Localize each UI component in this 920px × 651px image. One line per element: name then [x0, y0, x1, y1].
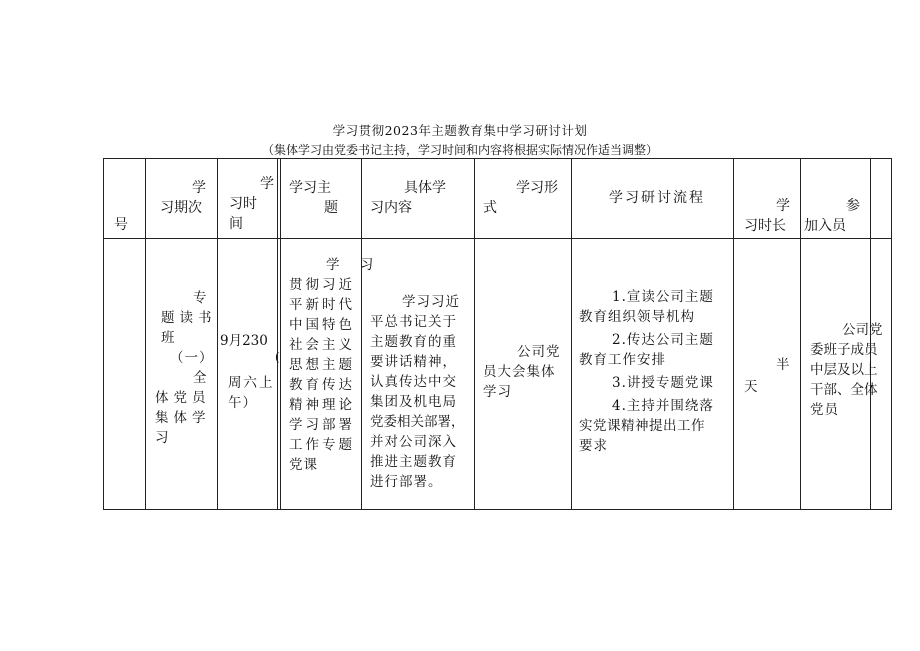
header-time-line2: 习时: [229, 196, 257, 212]
duration-line: 半: [776, 357, 791, 373]
content-line: 要讲话精神，: [370, 354, 457, 370]
topic-line: 精神理论: [289, 397, 355, 413]
period-line: 体党员: [155, 390, 211, 406]
flow-line: 2.传达公司主题: [612, 332, 714, 348]
topic-line: 工作专题: [289, 437, 355, 453]
period-line: 习: [155, 430, 170, 446]
column-divider: [800, 159, 801, 509]
content-line: 并对公司深入: [370, 434, 457, 450]
topic-line: 党课: [289, 457, 318, 473]
topic-line: 社会主义: [289, 337, 355, 353]
flow-line: 1.宣读公司主题: [612, 289, 714, 305]
period-line: 专: [193, 290, 208, 306]
column-divider: [361, 159, 362, 509]
duration-line: 天: [744, 379, 759, 395]
time-line: 9月230: [220, 333, 268, 349]
document-title: 学习贯彻2023年主题教育集中学习研讨计划: [332, 123, 588, 138]
topic-line: 学习部署: [289, 417, 355, 433]
topic-line: 教育传达: [289, 377, 355, 393]
content-line: 进行部署。: [370, 474, 443, 490]
column-divider: [733, 159, 734, 509]
header-duration-line2: 习时长: [744, 218, 786, 234]
period-line: （一）: [170, 350, 214, 366]
form-line: 员大会集体: [483, 364, 556, 380]
header-topic-line2: 题: [324, 200, 338, 216]
header-period-line2: 习期次: [160, 200, 202, 216]
flow-line: 3.讲授专题党课: [612, 375, 714, 391]
row-divider: [104, 238, 891, 239]
content-line: 集团及机电局: [370, 394, 457, 410]
document-subtitle: （集体学习由党委书记主持，学习时间和内容将根据实际情况作适当调整）: [261, 143, 658, 157]
time-line: 周六上: [228, 375, 275, 391]
column-divider: [145, 159, 146, 509]
attendees-line: 委班子成员: [810, 342, 878, 358]
content-line: 学习习近: [402, 294, 460, 310]
attendees-line: 干部、全体: [810, 382, 878, 398]
study-plan-table: [103, 158, 892, 510]
period-line: 全: [193, 370, 208, 386]
topic-line: 学 习: [326, 257, 382, 273]
header-time-line3: 间: [229, 216, 243, 232]
form-line: 公司党: [517, 344, 561, 360]
period-line: 题读书: [161, 310, 217, 326]
header-content-line1: 具体学: [404, 180, 446, 196]
content-line: 平总书记关于: [370, 314, 457, 330]
header-form-line2: 式: [483, 200, 497, 216]
column-divider: [280, 159, 281, 509]
topic-line: 平新时代: [289, 297, 355, 313]
column-divider: [217, 159, 218, 509]
header-form-line1: 学习形: [516, 180, 558, 196]
content-line: 认真传达中交: [370, 374, 457, 390]
time-line: (: [275, 350, 281, 364]
time-line: 午）: [228, 395, 257, 411]
flow-line: 实党课精神提出工作: [579, 418, 705, 434]
header-period-line1: 学: [192, 180, 206, 196]
content-line: 推进主题教育: [370, 454, 457, 470]
period-line: 集体学: [155, 410, 211, 426]
header-topic-line1: 学习主: [289, 180, 331, 196]
flow-line: 要求: [579, 438, 608, 454]
content-line: 主题教育的重: [370, 334, 457, 350]
header-flow: 学习研讨流程: [609, 190, 705, 206]
column-divider: [474, 159, 475, 509]
flow-line: 教育组织领导机构: [579, 309, 695, 325]
header-number: 号: [114, 217, 128, 233]
attendees-line: 中层及以上: [810, 362, 878, 378]
topic-line: 贯彻习近: [289, 277, 355, 293]
flow-line: 教育工作安排: [579, 352, 666, 368]
header-time-line1: 学: [260, 176, 274, 192]
topic-line: 中国特色: [289, 317, 355, 333]
header-attendees-line1: 参: [846, 198, 860, 214]
attendees-line: 公司党: [842, 322, 883, 338]
flow-line: 4.主持并围绕落: [612, 398, 714, 414]
header-content-line2: 习内容: [370, 200, 412, 216]
column-divider: [571, 159, 572, 509]
form-line: 学习: [483, 384, 512, 400]
period-line: 班: [161, 330, 176, 346]
content-line: 党委相关部署，: [370, 414, 465, 430]
header-duration-line1: 学: [776, 198, 790, 214]
attendees-line: 党员: [810, 402, 839, 418]
header-attendees-line2: 加入员: [804, 218, 846, 234]
topic-line: 思想主题: [289, 357, 355, 373]
